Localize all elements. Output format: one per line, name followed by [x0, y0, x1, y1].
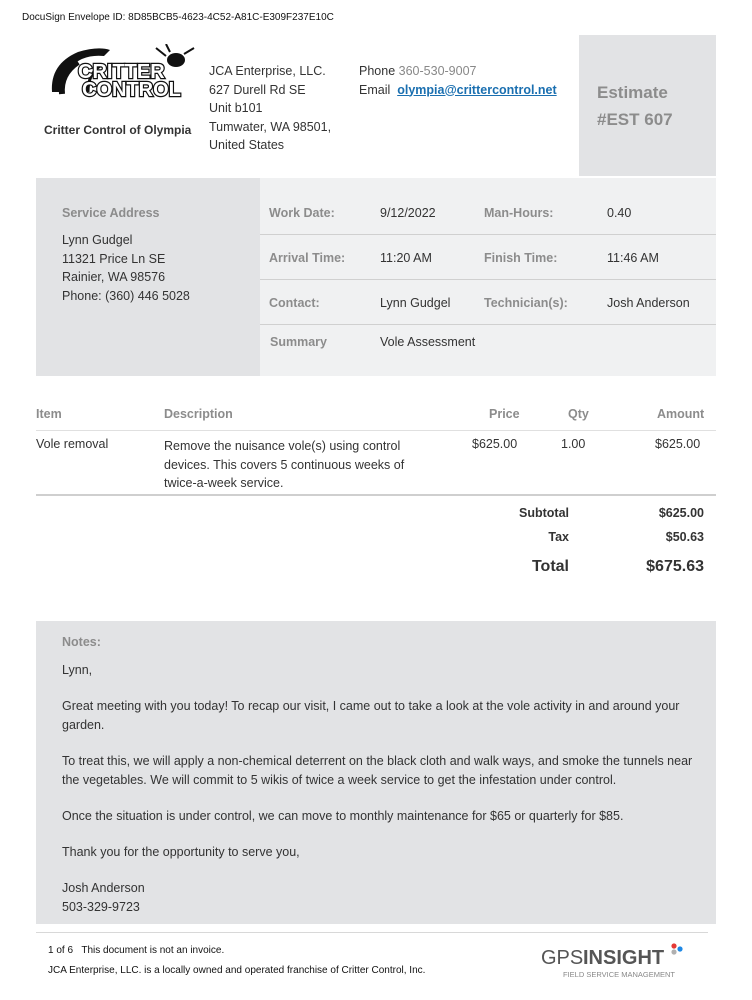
- subtotal-label: Subtotal: [519, 506, 569, 520]
- col-header-item: Item: [36, 407, 62, 421]
- arrival-time-value: 11:20 AM: [380, 251, 432, 265]
- estimate-number: #EST 607: [597, 110, 673, 129]
- company-contact: [359, 62, 557, 99]
- summary-label: Summary: [270, 335, 327, 349]
- col-header-qty: Qty: [568, 407, 589, 421]
- tax-value: $50.63: [665, 530, 704, 544]
- gps-insight-logo: [541, 942, 691, 982]
- notes-paragraph: Once the situation is under control, we can move to monthly maintenance for $65 or quarterly for $85.: [62, 809, 624, 823]
- technician-value: Josh Anderson: [607, 296, 690, 310]
- address-line: United States: [209, 138, 285, 152]
- row-item: Vole removal: [36, 437, 109, 451]
- notes-paragraph: Great meeting with you today! To recap our visit, I came out to take a look at the vole activity in and around your garden.: [62, 699, 680, 732]
- phone-value[interactable]: 360-530-9007: [398, 64, 477, 78]
- col-header-description: Description: [164, 407, 233, 421]
- man-hours-value: 0.40: [607, 206, 632, 220]
- gps-tagline: FIELD SERVICE MANAGEMENT: [563, 970, 675, 979]
- work-date-label: Work Date:: [269, 206, 335, 220]
- company-address: [209, 62, 331, 155]
- finish-time-label: Finish Time:: [484, 251, 558, 265]
- docusign-envelope-id: DocuSign Envelope ID: 8D85BCB5-4623-4C52-A81C-E309F237E10C: [22, 12, 334, 23]
- estimate-box: [579, 35, 716, 176]
- logo-line1: CRITTER: [78, 61, 165, 83]
- address-line: Tumwater, WA 98501,: [209, 119, 332, 134]
- gps-word-b: INSIGHT: [583, 947, 665, 969]
- subtotal-value: $625.00: [658, 506, 704, 520]
- row-divider: [260, 324, 716, 325]
- total-value: $675.63: [646, 558, 704, 575]
- col-header-price: Price: [489, 407, 520, 421]
- notes-title: Notes:: [62, 635, 101, 649]
- address-line: JCA Enterprise, LLC.: [209, 64, 326, 78]
- row-qty: 1.00: [561, 437, 586, 451]
- summary-value: Vole Assessment: [380, 335, 476, 349]
- service-line: Phone: (360) 446 5028: [62, 288, 190, 303]
- work-date-value: 9/12/2022: [380, 206, 436, 220]
- notes-paragraph: Thank you for the opportunity to serve you,: [62, 845, 300, 859]
- notes-greeting: Lynn,: [62, 663, 93, 677]
- email-link[interactable]: olympia@crittercontrol.net: [397, 82, 557, 97]
- footer-page-info: [48, 945, 224, 956]
- contact-label: Contact:: [269, 296, 320, 310]
- service-address-title: Service Address: [62, 206, 160, 220]
- phone-label: Phone: [359, 64, 396, 78]
- finish-time-value: 11:46 AM: [607, 251, 659, 265]
- row-description: Remove the nuisance vole(s) using control devices. This covers 5 continuous weeks of twice-a-week service.: [164, 439, 405, 490]
- table-bottom-divider: [36, 494, 716, 496]
- address-line: 627 Durell Rd SE: [209, 82, 306, 97]
- notes-paragraph: To treat this, we will apply a non-chemical deterrent on the black cloth and walk ways, and smoke the tunnels near the vegetables. We will commit to 5 wikis of twice a week service to get the infestation under control.: [62, 754, 693, 787]
- logo-line2: CONTROL: [82, 79, 181, 101]
- estimate-label: Estimate: [597, 83, 668, 102]
- table-header-divider: [36, 430, 716, 431]
- disclaimer: This document is not an invoice.: [81, 945, 225, 956]
- service-line: 11321 Price Ln SE: [62, 251, 166, 266]
- address-line: Unit b101: [209, 101, 263, 115]
- page-number: 1 of 6: [48, 945, 74, 956]
- gps-word-a: GPS: [541, 947, 584, 969]
- notes-signature-name: Josh Anderson: [62, 881, 145, 895]
- man-hours-label: Man-Hours:: [484, 206, 554, 220]
- franchise-note: JCA Enterprise, LLC. is a locally owned and operated franchise of Critter Control, Inc.: [48, 965, 426, 976]
- service-line: Rainier, WA 98576: [62, 270, 166, 284]
- notes-signature-phone: 503-329-9723: [62, 900, 140, 914]
- row-divider: [260, 279, 716, 280]
- row-price: $625.00: [472, 437, 518, 451]
- total-label: Total: [531, 558, 569, 575]
- tax-label: Tax: [548, 530, 569, 544]
- service-address: [62, 231, 190, 305]
- service-line: Lynn Gudgel: [62, 233, 133, 247]
- row-amount: $625.00: [655, 437, 701, 451]
- technician-label: Technician(s):: [484, 296, 568, 310]
- arrival-time-label: Arrival Time:: [269, 251, 346, 265]
- email-label: Email: [359, 82, 391, 97]
- company-name: Critter Control of Olympia: [44, 123, 192, 137]
- col-header-amount: Amount: [657, 407, 705, 421]
- row-divider: [260, 234, 716, 235]
- contact-value: Lynn Gudgel: [380, 296, 451, 310]
- footer-divider: [36, 932, 708, 933]
- critter-control-logo: [48, 44, 198, 104]
